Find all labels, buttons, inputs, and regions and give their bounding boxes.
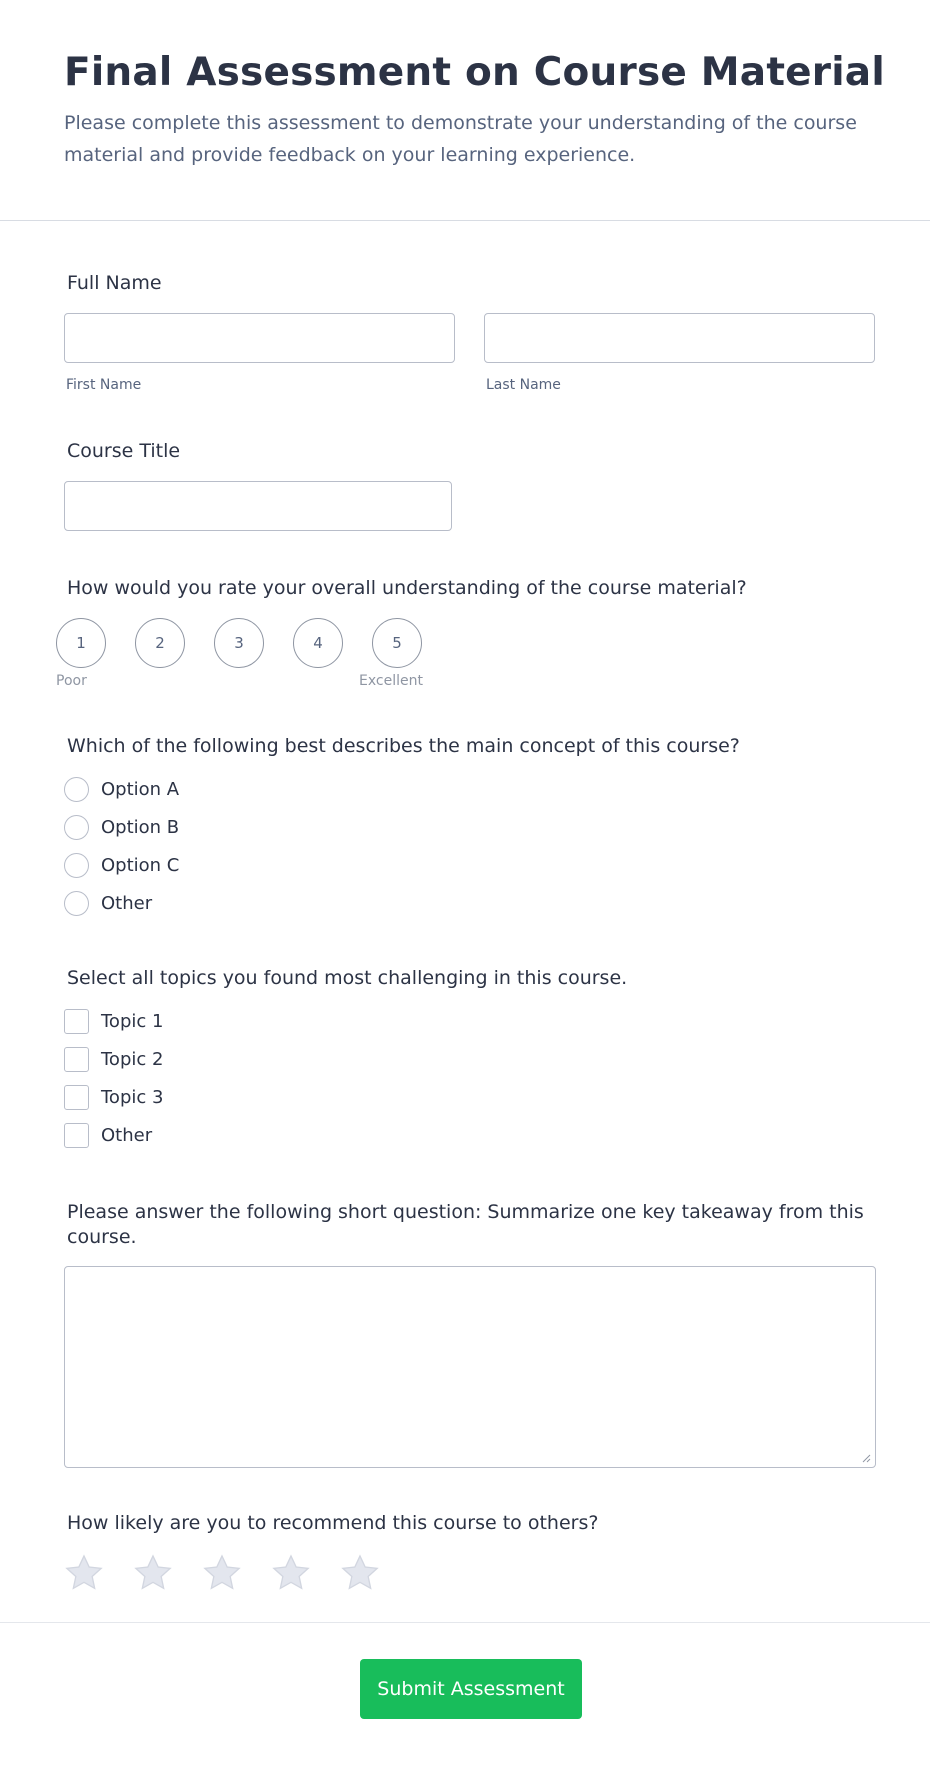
checkbox-label: Other	[101, 1124, 153, 1146]
radio-button[interactable]	[64, 815, 89, 840]
scale-option-4[interactable]: 4	[293, 618, 343, 668]
checkbox-topic-other[interactable]	[64, 1122, 152, 1148]
scale-option-5[interactable]: 5	[372, 618, 422, 668]
checkbox[interactable]	[64, 1009, 89, 1034]
star-4-icon[interactable]	[270, 1553, 312, 1593]
radio-button[interactable]	[64, 891, 89, 916]
takeaway-textarea[interactable]	[64, 1266, 876, 1468]
form-description: Please complete this assessment to demonstrate your understanding of the course material and provide feedback on your learning experience.	[64, 112, 857, 166]
footer-divider	[0, 1622, 930, 1623]
radio-button[interactable]	[64, 853, 89, 878]
last-name-sublabel: Last Name	[486, 377, 561, 393]
checkbox-topic-2[interactable]	[64, 1046, 163, 1072]
challenging-topics-question: Select all topics you found most challenging in this course.	[67, 967, 628, 989]
takeaway-question: Please answer the following short question: Summarize one key takeaway from this course.	[67, 1201, 864, 1248]
first-name-sublabel: First Name	[66, 377, 142, 393]
radio-option-b[interactable]	[64, 814, 179, 840]
resize-grip-icon[interactable]	[862, 1454, 871, 1463]
first-name-input[interactable]	[64, 313, 455, 363]
checkbox-topic-3[interactable]	[64, 1084, 163, 1110]
checkbox[interactable]	[64, 1047, 89, 1072]
checkbox-topic-1[interactable]	[64, 1008, 163, 1034]
checkbox[interactable]	[64, 1085, 89, 1110]
radio-button[interactable]	[64, 777, 89, 802]
form-header	[0, 0, 930, 221]
main-concept-question: Which of the following best describes the main concept of this course?	[67, 735, 740, 757]
radio-option-a[interactable]	[64, 776, 179, 802]
checkbox-label: Topic 1	[101, 1010, 164, 1032]
recommend-question: How likely are you to recommend this course to others?	[67, 1512, 599, 1534]
submit-button[interactable]: Submit Assessment	[360, 1659, 582, 1719]
scale-option-3[interactable]: 3	[214, 618, 264, 668]
scale-option-2[interactable]: 2	[135, 618, 185, 668]
scale-option-1[interactable]: 1	[56, 618, 106, 668]
radio-option-other[interactable]	[64, 890, 152, 916]
radio-option-label: Option B	[101, 816, 180, 838]
scale-high-label: Excellent	[359, 673, 423, 689]
radio-option-label: Other	[101, 892, 153, 914]
radio-option-label: Option A	[101, 778, 180, 800]
checkbox-label: Topic 2	[101, 1048, 164, 1070]
course-title-label: Course Title	[67, 440, 181, 462]
full-name-label: Full Name	[67, 272, 162, 294]
understanding-question: How would you rate your overall understanding of the course material?	[67, 577, 747, 599]
star-3-icon[interactable]	[201, 1553, 243, 1593]
radio-option-c[interactable]	[64, 852, 179, 878]
form-title: Final Assessment on Course Material	[64, 50, 885, 95]
star-1-icon[interactable]	[63, 1553, 105, 1593]
checkbox-label: Topic 3	[101, 1086, 164, 1108]
last-name-input[interactable]	[484, 313, 875, 363]
scale-low-label: Poor	[56, 673, 87, 689]
checkbox[interactable]	[64, 1123, 89, 1148]
course-title-input[interactable]	[64, 481, 452, 531]
radio-option-label: Option C	[101, 854, 180, 876]
star-2-icon[interactable]	[132, 1553, 174, 1593]
star-5-icon[interactable]	[339, 1553, 381, 1593]
